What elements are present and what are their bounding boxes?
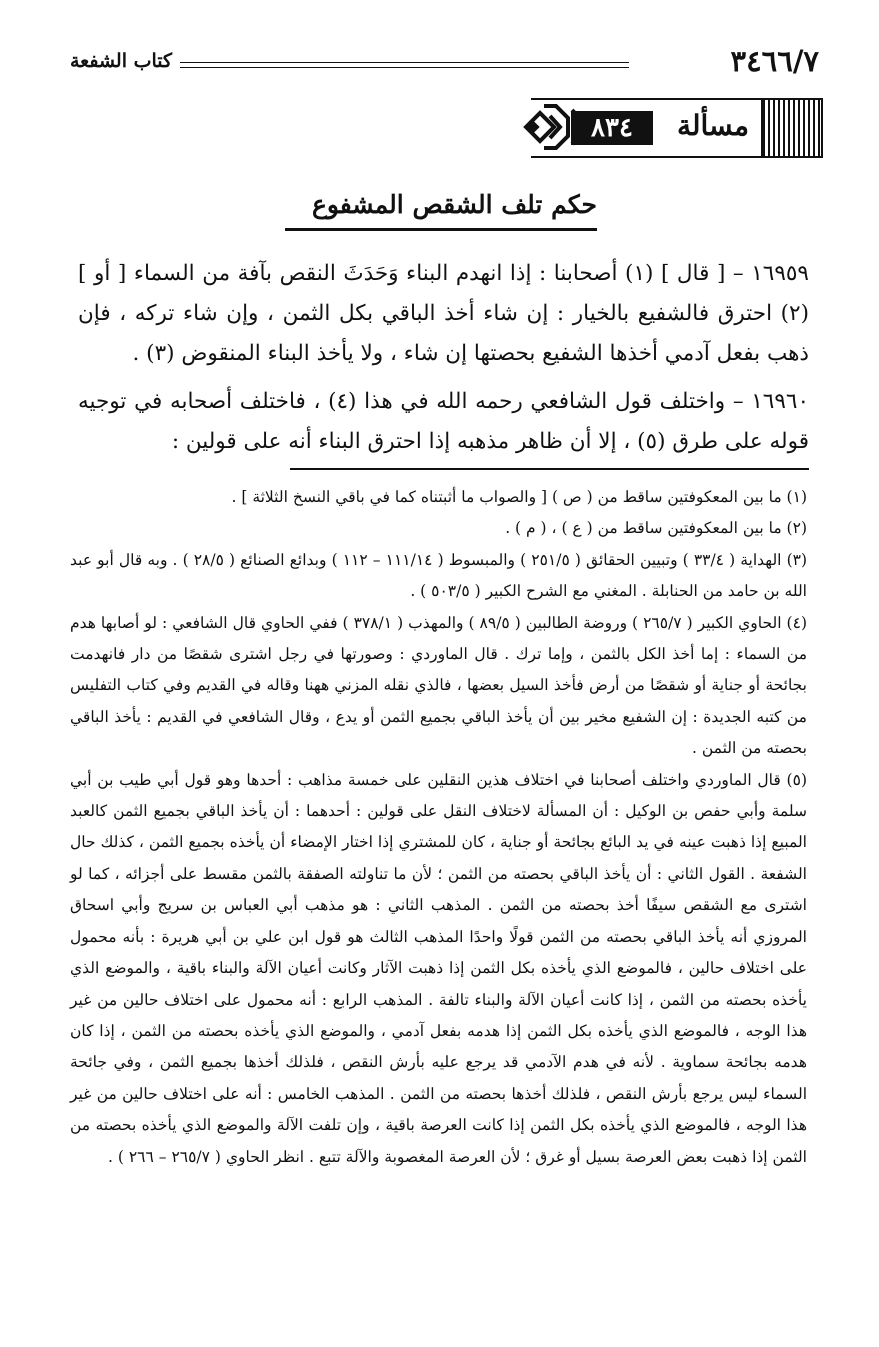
footnotes <box>70 482 807 1173</box>
footnote: (٤) الحاوي الكبير ( ٢٦٥/٧ ) وروضة الطالبين ( ٨٩/٥ ) والمهذب ( ٣٧٨/١ ) ففي الحاوي قال الشافعي : لو أصابها هدم من السماء : إما أخذ الكل بالثمن ، وإما ترك . قال الماوردي : وصورتها في رجل اشترى شقصًا من دار فانهدمت بجائحة أو جناية أو شقصًا من أرض فأخذ السيل بعضها ، فالذي نقله المزني ههنا وقاله في القديم وفي كتاب التفليس من كتبه الجديدة : إن الشفيع مخير بين أن يأخذ الباقي بجميع الثمن أو يدع ، وقال الشافعي في القديم : يأخذ الباقي بحصته من الثمن . <box>70 613 807 758</box>
page-number: ٣٤٦٦/٧ <box>730 44 819 78</box>
title-underline <box>285 228 597 231</box>
footnote-separator <box>290 468 809 470</box>
masala-number: ٨٣٤ <box>571 111 653 145</box>
running-header <box>70 44 819 84</box>
ornament-icon <box>520 96 586 158</box>
footnote: (٥) قال الماوردي واختلف أصحابنا في اختلاف هذين النقلين على خمسة مذاهب : أحدها وهو قول أبي طيب بن أبي سلمة وأبي حفص بن الوكيل : أن المسألة لاختلاف النقل على قولين : أحدهما : أن يأخذ الباقي بجميع الثمن كالعبد المبيع إذا ذهبت عينه في يد البائع بجائحة أو جناية ، كان للمشتري إذا اختار الإمضاء أن يأخذه بجميع الثمن ، كذلك حال الشفعة . القول الثاني : أن يأخذ الباقي بحصته من الثمن ؛ لأن ما تناولته الصفقة بالثمن مقسط على أجزائه ، كما لو اشترى مع الشقص سيفًا أخذ بحصته من الثمن . المذهب الثاني : هو مذهب أبي العباس بن سريج وأبي اسحاق المروزي أنه يأخذ الباقي بحصته من الثمن قولًا واحدًا المذهب الثالث هو قول ابن علي بن أبي هريرة : بأنه محمول على اختلاف حالين ، فالموضع الذي يأخذه بكل الثمن إذا ذهبت الآثار وكانت أعيان الآلة والبناء باقية ، والموضع الذي يأخذه بحصته من الثمن ، إذا كانت أعيان الآلة والبناء تالفة . المذهب الرابع : أنه محمول على اختلاف حالين من غير هذا الوجه ، فالموضع الذي يأخذه بكل الثمن إذا هدمه بفعل آدمي ، والموضع الذي يأخذه بحصته من الثمن ، إذا كان هدمه بجائحة سماوية . لأنه في هدم الآدمي قد يرجع عليه بأرش النقص ، فلذلك أخذها بجميع الثمن ، وفي جائحة السماء ليس يرجع بأرش النقص ، فلذلك أخذها بحصته من الثمن . المذهب الخامس : أنه على اختلاف حالين من غير هذا الوجه ، فالموضع الذي يأخذه بكل الثمن إذا كانت العرصة باقية ، وإن تلفت الآلة والموضع الذي يأخذه بحصته من الثمن إذا ذهبت بعض العرصة بسيل أو غرق ؛ لأن العرصة المغصوبة والآلة تتبع . انظر الحاوي ( ٢٦٥/٧ – ٢٦٦ ) . <box>70 770 807 1166</box>
book-title: كتاب الشفعة <box>70 50 173 72</box>
paragraph: ١٦٩٦٠ – واختلف قول الشافعي رحمه الله في هذا (٤) ، فاختلف أصحابه في توجيه قوله على طرق (٥) ، إلا أن ظاهر مذهبه إذا احترق البناء أنه على قولين : <box>78 389 809 454</box>
footnote: (٣) الهداية ( ٣٣/٤ ) وتبيين الحقائق ( ٢٥١/٥ ) والمبسوط ( ١١١/١٤ – ١١٢ ) وبدائع الصنائع ( ٢٨/٥ ) . وبه قال أبو عبد الله بن حامد من الحنابلة . المغني مع الشرح الكبير ( ٥٠٣/٥ ) . <box>70 550 808 601</box>
paragraph: ١٦٩٥٩ – [ قال ] (١) أصحابنا : إذا انهدم البناء وَحَدَثَ النقص بآفة من السماء [ أو ] (٢) احترق فالشفيع بالخيار : إن شاء أخذ الباقي بكل الثمن ، وإن شاء تركه ، فإن ذهب بفعل آدمي أخذها الشفيع بحصتها إن شاء ، ولا يأخذ البناء المنقوض (٣) . <box>78 261 809 366</box>
banner-hatch-decoration <box>761 100 821 156</box>
masala-label: مسألة <box>676 109 749 142</box>
section-title: حكم تلف الشقص المشفوع <box>311 190 597 219</box>
main-text <box>78 254 809 470</box>
footnote: (١) ما بين المعكوفتين ساقط من ( ص ) [ والصواب ما أثبتناه كما في باقي النسخ الثلاثة ] . <box>231 488 807 506</box>
header-rule <box>180 62 629 68</box>
footnote: (٢) ما بين المعكوفتين ساقط من ( ع ) ، ( م ) . <box>505 519 807 538</box>
